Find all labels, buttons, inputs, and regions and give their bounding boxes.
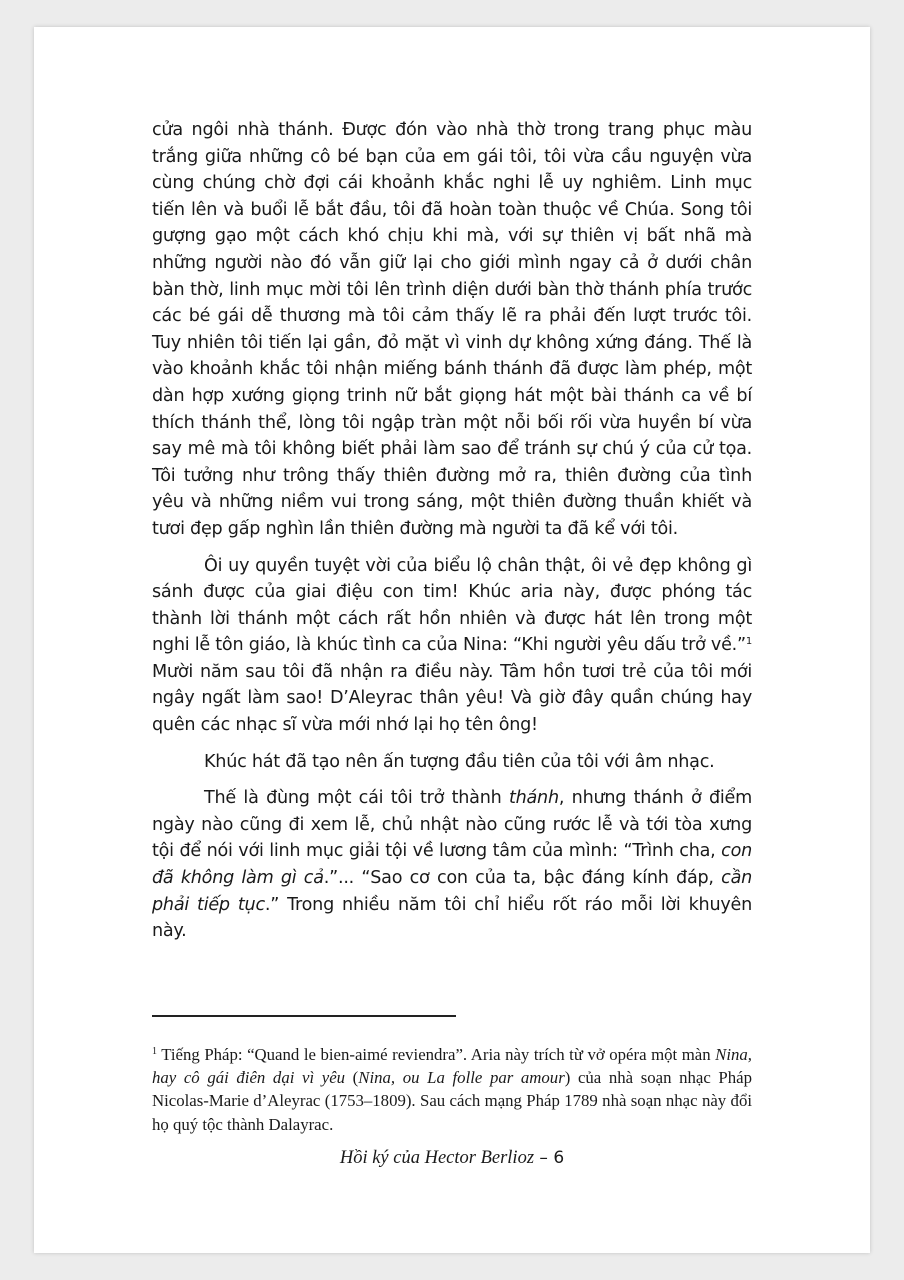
running-title: Hồi ký của Hector Berlioz: [339, 1148, 535, 1168]
footnote-number: 1: [152, 1046, 157, 1057]
footnote-reference: 1: [745, 636, 752, 648]
main-text: [152, 117, 752, 955]
paragraph-4-text: .” Trong nhiều năm tôi chỉ hiểu rốt ráo mỗi lời khuyên này.: [152, 894, 752, 942]
paragraph-4-italic: con đã không làm gì cả: [152, 841, 752, 889]
paragraph-4-italic: cần phải tiếp tục: [152, 868, 752, 915]
footnote-italic: Nina, hay cô gái điên dại vì yêu: [152, 1045, 752, 1088]
paragraph-2-text-cont: Mười năm sau tôi đã nhận ra điều này. Tâm hồn tươi trẻ của tôi mới ngây ngất làm sao! D’Aleyrac thân yêu! Và giờ đây quần chúng hay quên các nhạc sĩ vừa mới nhớ lại họ tên ông!: [152, 661, 752, 736]
paragraph-4-text: , nhưng thánh ở điểm ngày nào cũng đi xem lễ, chủ nhật nào cũng rước lễ và tới tòa xưng tội để nói với linh mục giải tội về lương tâm của mình: “Trình cha,: [152, 788, 752, 862]
page-number: 6: [553, 1148, 565, 1168]
footnote-text: (: [345, 1068, 359, 1088]
footnote: [152, 1043, 752, 1136]
book-page: [34, 27, 870, 1253]
footnote-text: ) của nhà soạn nhạc Pháp Nicolas-Marie d’Aleyrac (1753–1809). Sau cách mạng Pháp 1789 nhà soạn nhạc này đổi họ quý tộc thành Dalayrac.: [152, 1068, 752, 1134]
paragraph-4-italic: thánh: [508, 788, 559, 809]
paragraph-4: [152, 785, 752, 945]
footnote-divider: [152, 1015, 456, 1017]
paragraph-2-text: Ôi uy quyền tuyệt vời của biểu lộ chân thật, ôi vẻ đẹp không gì sánh được của giai điệu con tim! Khúc aria này, được phóng tác thành lời thánh một cách rất hồn nhiên và được hát lên trong một nghi lễ tôn giáo, là khúc tình ca của Nina: “Khi người yêu dấu trở về.”: [152, 555, 752, 656]
page-footer: [34, 1147, 870, 1169]
footnote-italic: Nina, ou La folle par amour: [358, 1068, 565, 1088]
paragraph-2: [152, 553, 752, 739]
footnote-text: Tiếng Pháp: “Quand le bien-aimé reviendra”. Aria này trích từ vở opéra một màn: [157, 1045, 716, 1064]
paragraph-4-text: .”... “Sao cơ con của ta, bậc đáng kính đáp,: [323, 868, 722, 889]
paragraph-1: cửa ngôi nhà thánh. Được đón vào nhà thờ trong trang phục màu trắng giữa những cô bé bạn của em gái tôi, tôi vừa cầu nguyện vừa cùng chúng chờ đợi cái khoảnh khắc nghi lễ uy nghiêm. Linh mục tiến lên và buổi lễ bắt đầu, tôi đã hoàn toàn thuộc về Chúa. Song tôi gượng gạo một cách khó chịu khi mà, với sự thiên vị bất nhã mà những người nào đó vẫn giữ lại cho giới mình ngay cả ở dưới chân bàn thờ, linh mục mời tôi lên trình diện dưới bàn thờ thánh phía trước các bé gái dễ thương mà tôi cảm thấy lẽ ra phải đến lượt trước tôi. Tuy nhiên tôi tiến lại gần, đỏ mặt vì vinh dự không xứng đáng. Thế là vào khoảnh khắc tôi nhận miếng bánh thánh đã được làm phép, một dàn hợp xướng giọng trinh nữ bắt giọng hát một bài thánh ca về bí thích thánh thể, lòng tôi ngập tràn một nỗi bối rối vừa huyền bí vừa say mê mà tôi không biết phải làm sao để tránh sự chú ý của cử tọa. Tôi tưởng như trông thấy thiên đường mở ra, thiên đường của tình yêu và những niềm vui trong sáng, một thiên đường thuần khiết và tươi đẹp gấp nghìn lần thiên đường mà người ta đã kể với tôi.: [152, 120, 752, 539]
footer-separator: –: [534, 1148, 554, 1168]
paragraph-4-text: Thế là đùng một cái tôi trở thành: [204, 788, 509, 809]
paragraph-3: Khúc hát đã tạo nên ấn tượng đầu tiên của tôi với âm nhạc.: [204, 751, 715, 772]
